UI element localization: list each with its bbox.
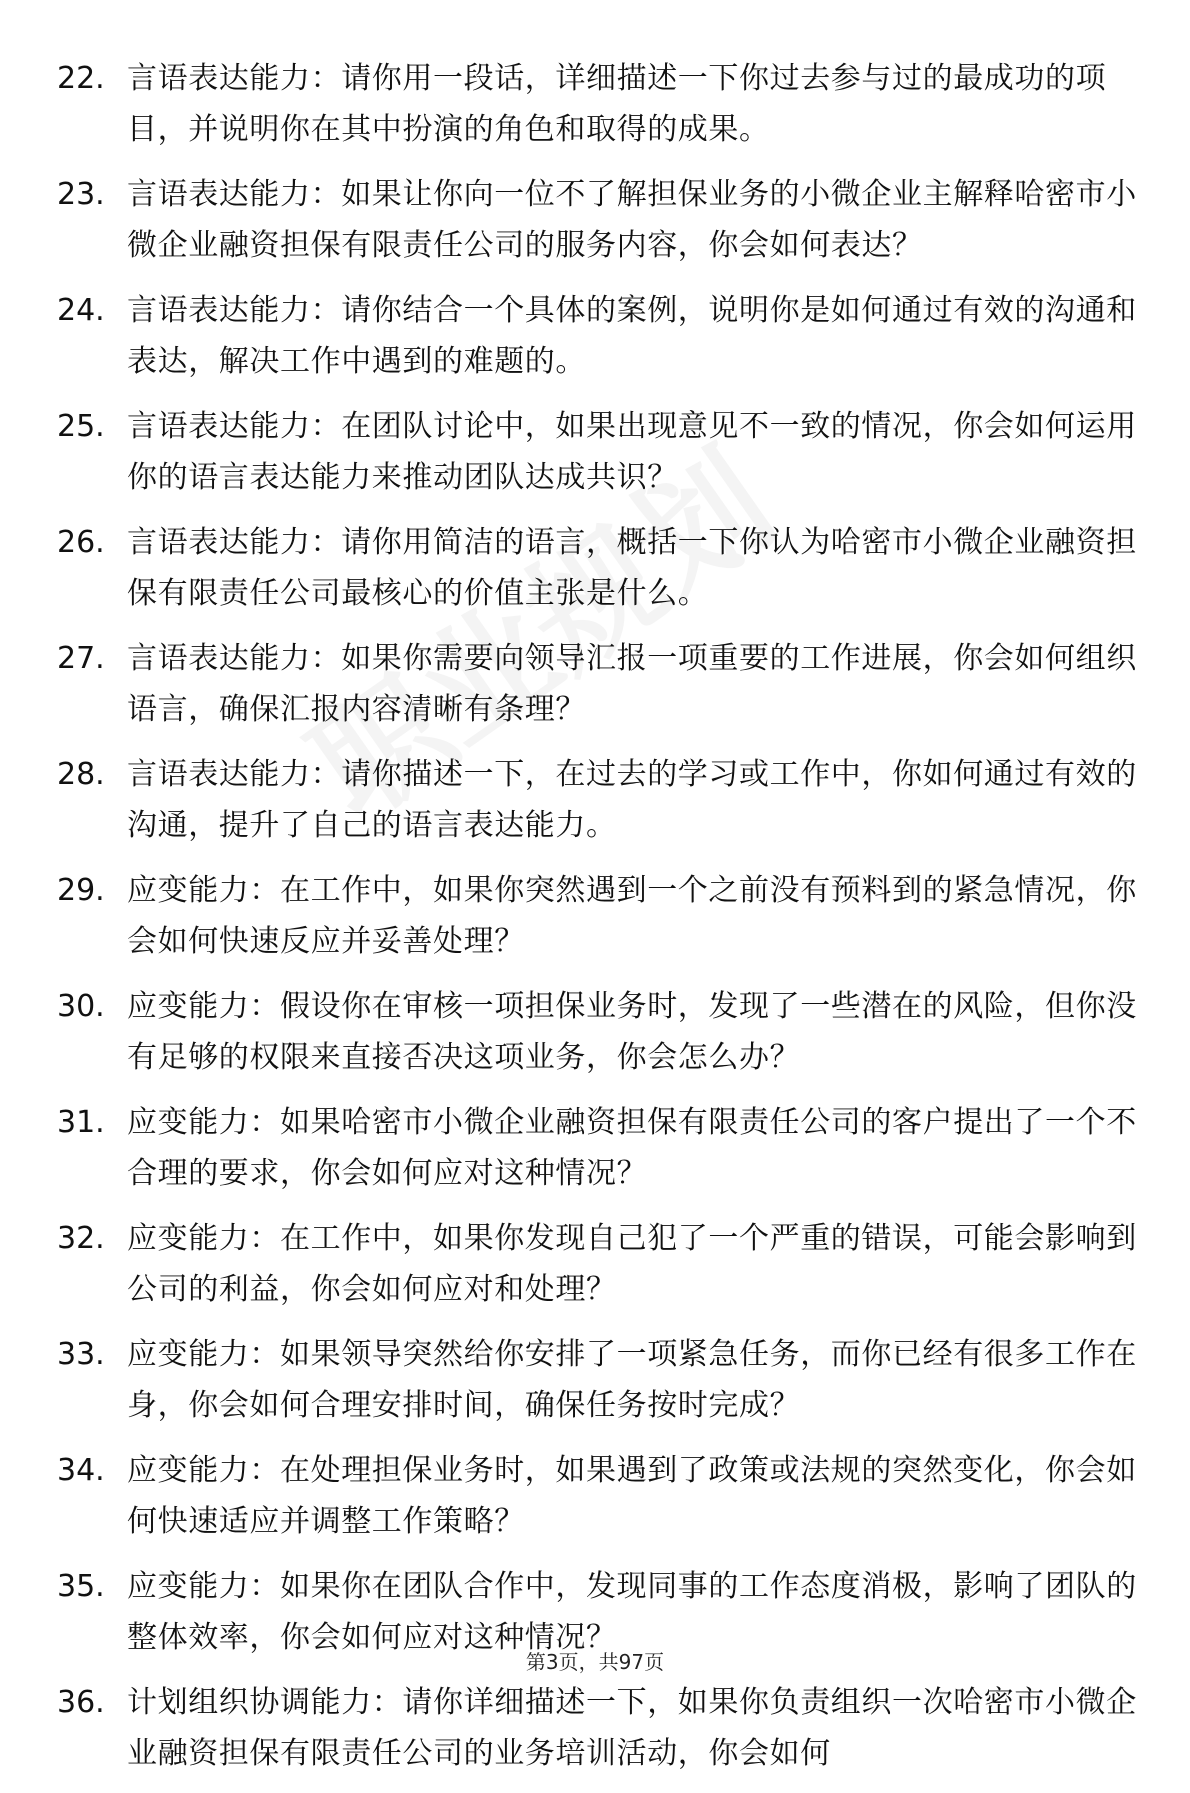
question-item [57,865,1137,967]
question-text: 应变能力：在工作中，如果你突然遇到一个之前没有预料到的紧急情况，你会如何快速反应并妥善处理？ [127,873,1137,959]
question-number: 25. [57,409,105,444]
question-text: 言语表达能力：请你结合一个具体的案例，说明你是如何通过有效的沟通和表达，解决工作中遇到的难题的。 [127,293,1137,379]
question-item [57,53,1137,155]
question-text: 应变能力：如果领导突然给你安排了一项紧急任务，而你已经有很多工作在身，你会如何合理安排时间，确保任务按时完成？ [127,1337,1137,1423]
question-number: 34. [57,1453,105,1488]
question-text: 应变能力：如果你在团队合作中，发现同事的工作态度消极，影响了团队的整体效率，你会如何应对这种情况？ [127,1569,1137,1655]
question-item [57,169,1137,271]
question-text: 应变能力：如果哈密市小微企业融资担保有限责任公司的客户提出了一个不合理的要求，你会如何应对这种情况？ [127,1105,1137,1191]
question-item [57,981,1137,1083]
question-item [57,1213,1137,1315]
question-item [57,1677,1137,1779]
question-item [57,633,1137,735]
question-number: 29. [57,873,105,908]
question-number: 23. [57,177,105,212]
question-item [57,517,1137,619]
question-number: 30. [57,989,105,1024]
question-item [57,285,1137,387]
question-item [57,749,1137,851]
question-item [57,1445,1137,1547]
question-number: 31. [57,1105,105,1140]
question-item [57,1329,1137,1431]
question-text: 应变能力：在工作中，如果你发现自己犯了一个严重的错误，可能会影响到公司的利益，你会如何应对和处理？ [127,1221,1137,1307]
question-number: 36. [57,1685,105,1720]
question-text: 计划组织协调能力：请你详细描述一下，如果你负责组织一次哈密市小微企业融资担保有限责任公司的业务培训活动，你会如何 [127,1685,1137,1771]
question-text: 言语表达能力：如果你需要向领导汇报一项重要的工作进展，你会如何组织语言，确保汇报内容清晰有条理？ [127,641,1137,727]
question-text: 应变能力：假设你在审核一项担保业务时，发现了一些潜在的风险，但你没有足够的权限来直接否决这项业务，你会怎么办？ [127,989,1137,1075]
question-text: 言语表达能力：请你描述一下，在过去的学习或工作中，你如何通过有效的沟通，提升了自己的语言表达能力。 [127,757,1137,843]
question-text: 言语表达能力：请你用简洁的语言，概括一下你认为哈密市小微企业融资担保有限责任公司最核心的价值主张是什么。 [127,525,1137,611]
question-number: 32. [57,1221,105,1256]
question-number: 35. [57,1569,105,1604]
question-text: 言语表达能力：在团队讨论中，如果出现意见不一致的情况，你会如何运用你的语言表达能力来推动团队达成共识？ [127,409,1137,495]
question-number: 26. [57,525,105,560]
question-number: 27. [57,641,105,676]
question-list [57,53,1137,1793]
question-number: 28. [57,757,105,792]
question-number: 24. [57,293,105,328]
question-text: 应变能力：在处理担保业务时，如果遇到了政策或法规的突然变化，你会如何快速适应并调整工作策略？ [127,1453,1137,1539]
question-text: 言语表达能力：如果让你向一位不了解担保业务的小微企业主解释哈密市小微企业融资担保有限责任公司的服务内容，你会如何表达？ [127,177,1137,263]
question-number: 33. [57,1337,105,1372]
page-footer: 第3页，共97页 [525,1650,665,1674]
question-text: 言语表达能力：请你用一段话，详细描述一下你过去参与过的最成功的项目，并说明你在其中扮演的角色和取得的成果。 [127,61,1107,147]
question-number: 22. [57,61,105,96]
question-item [57,401,1137,503]
question-item [57,1097,1137,1199]
